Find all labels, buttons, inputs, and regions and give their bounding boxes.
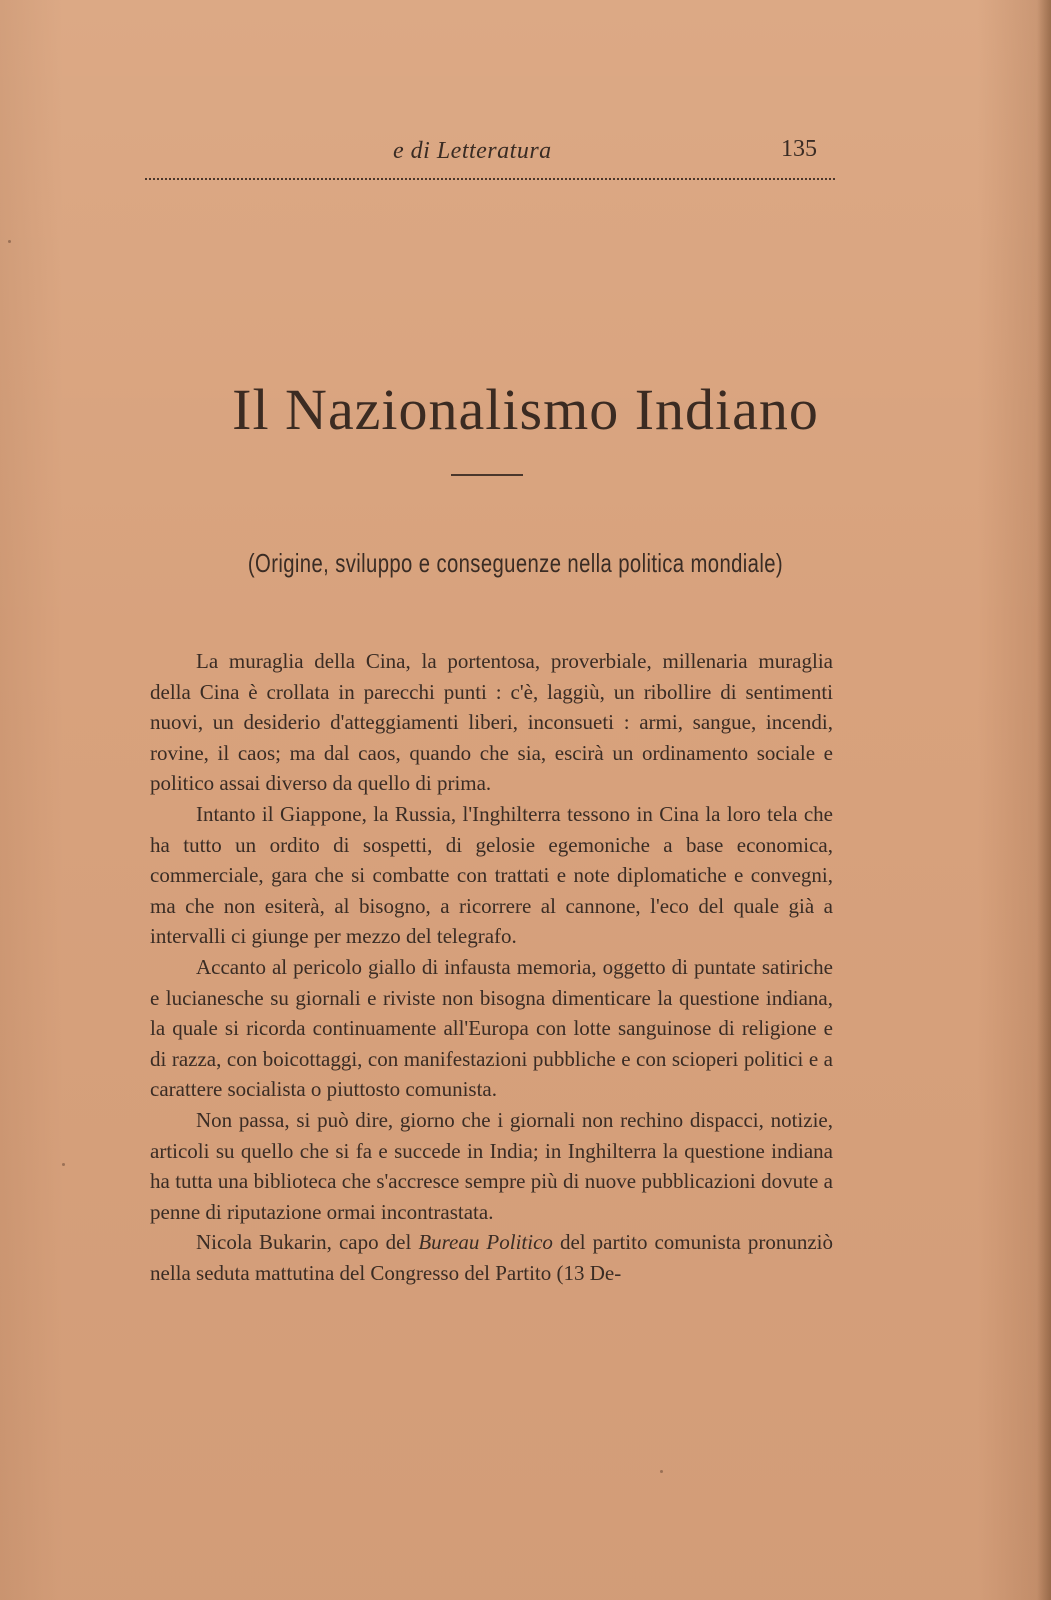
page-number: 135 — [781, 136, 817, 162]
body-paragraph: Intanto il Giappone, la Russia, l'Inghilterra tessono in Cina la loro tela che ha tutto un ordito di sospetti, di gelosie egemoniche a base economica, commerciale, gara che si combatte con trattati e note diplomatiche e convegni, ma che non esiterà, al bisogno, a ricorrere al cannone, l'eco del quale già a intervalli ci giunge per mezzo del telegrafo. — [150, 801, 833, 949]
paper-speck — [62, 1163, 65, 1166]
running-head: e di Letteratura — [393, 138, 552, 164]
article-body — [150, 646, 833, 1288]
paper-speck — [660, 1470, 663, 1473]
article-title: Il Nazionalismo Indiano — [232, 377, 819, 442]
page-header — [145, 132, 835, 166]
article-subtitle: (Origine, sviluppo e conseguenze nella politica mondiale) — [247, 548, 784, 578]
paragraph-text: Nicola Bukarin, capo del — [196, 1230, 419, 1255]
paragraph-text: del partito comunista pronunziò nella seduta mattutina del Congresso del Partito (13 De- — [150, 1230, 833, 1285]
body-paragraph: La muraglia della Cina, la portentosa, proverbiale, millenaria muraglia della Cina è crollata in parecchi punti : c'è, laggiù, un ribollire di sentimenti nuovi, un desiderio d'atteggiamenti liberi, inconsueti : armi, sangue, incendi, rovine, il caos; ma dal caos, quando che sia, escirà un ordinamento sociale e politico assai diverso da quello di prima. — [150, 649, 833, 796]
paper-speck — [8, 240, 11, 243]
italic-term: Bureau Politico — [418, 1230, 553, 1255]
page-edge-shadow — [1037, 0, 1051, 1600]
title-divider — [451, 474, 523, 476]
body-paragraph: Non passa, si può dire, giorno che i giornali non rechino dispacci, notizie, articoli su quello che si fa e succede in India; in Inghilterra la questione indiana ha tutta una biblioteca che s'accresce sempre più di nuove pubblicazioni dovute a penne di riputazione ormai incontrastata. — [150, 1107, 833, 1224]
header-dotted-rule — [145, 178, 835, 180]
body-paragraph: Accanto al pericolo giallo di infausta memoria, oggetto di puntate satiriche e lucianesche su giornali e riviste non bisogna dimenticare la questione indiana, la quale si ricorda continuamente all'Europa con lotte sanguinose di religione e di razza, con boicottaggi, con manifestazioni pubbliche e con scioperi politici e a carattere socialista o piuttosto comunista. — [150, 954, 833, 1102]
body-paragraph-last — [150, 1227, 833, 1288]
